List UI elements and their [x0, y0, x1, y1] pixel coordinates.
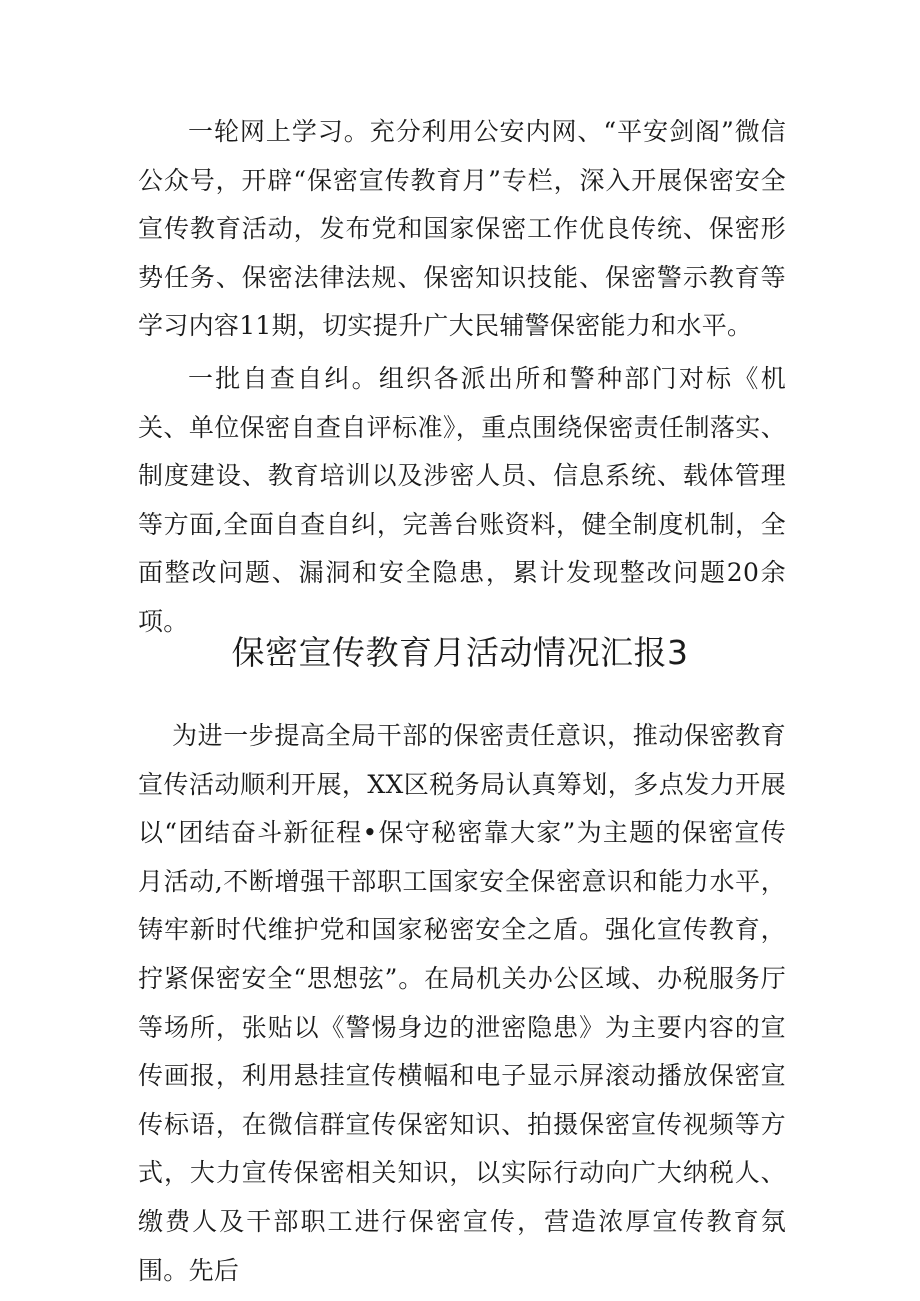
body-paragraph-online-learning: 一轮网上学习。充分利用公安内网、“平安剑阁”微信公众号，开辟“保密宣传教育月”专栏，深入开展保密安全宣传教育活动，发布党和国家保密工作优良传统、保密形势任务、保密法律法规、保密知识技能、保密警示教育等学习内容11期，切实提升广大民辅警保密能力和水平。	[138, 117, 786, 341]
body-paragraph-self-inspection: 一批自查自纠。组织各派出所和警种部门对标《机关、单位保密自查自评标准》，重点围绕保密责任制落实、制度建设、教育培训以及涉密人员、信息系统、载体管理等方面,全面自查自纠，完善台账资料，健全制度机制，全面整改问题、漏洞和安全隐患，累计发现整改问题20余项。	[138, 364, 786, 636]
section-title: 保密宣传教育月活动情况汇报3	[231, 633, 689, 672]
body-paragraph-report-intro: 为进一步提高全局干部的保密责任意识，推动保密教育宣传活动顺利开展，XX区税务局认真筹划，多点发力开展以“团结奋斗新征程•保守秘密靠大家”为主题的保密宣传月活动,不断增强干部职工国家安全保密意识和能力水平，铸牢新时代维护党和国家秘密安全之盾。强化宣传教育，拧紧保密安全“思想弦”。在局机关办公区域、办税服务厅等场所，张贴以《警惕身边的泄密隐患》为主要内容的宣传画报，利用悬挂宣传横幅和电子显示屏滚动播放保密宣传标语，在微信群宣传保密知识、拍摄保密宣传视频等方式，大力宣传保密相关知识，以实际行动向广大纳税人、缴费人及干部职工进行保密宣传，营造浓厚宣传教育氛围。先后	[138, 721, 787, 1285]
